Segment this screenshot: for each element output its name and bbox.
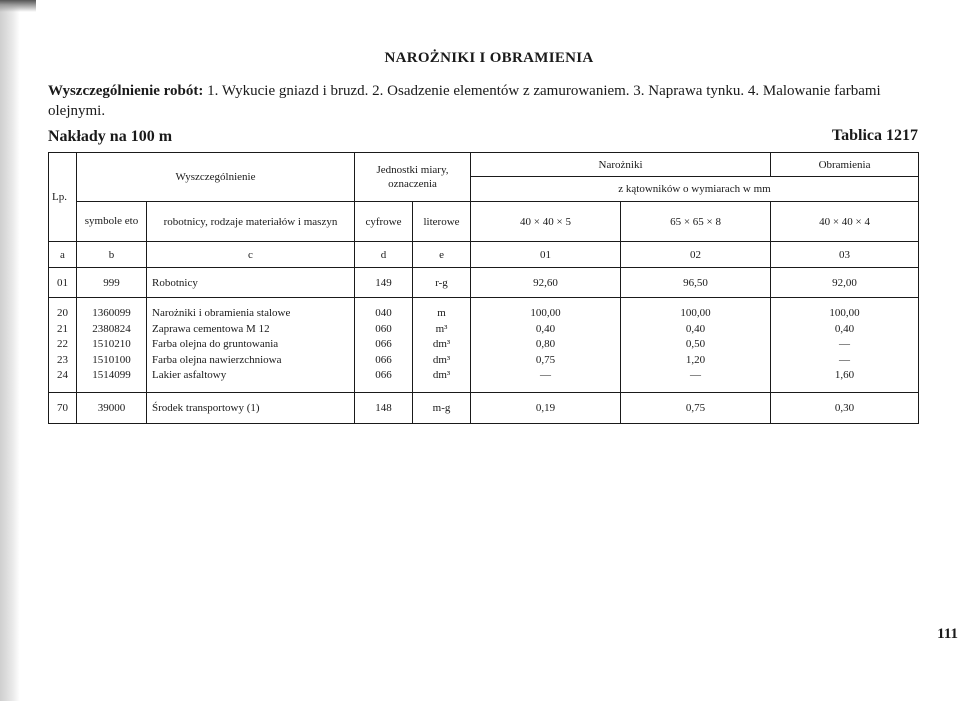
header-symbole: symbole eto bbox=[77, 202, 147, 242]
row-cyfrowe: 149 bbox=[355, 268, 413, 298]
letter-cell: b bbox=[77, 242, 147, 268]
list-item: 20 bbox=[57, 307, 68, 320]
list-item: 2380824 bbox=[92, 322, 131, 335]
list-item: 0,40 bbox=[685, 322, 706, 335]
list-item: 23 bbox=[57, 353, 68, 366]
header-obramienia: Obramienia bbox=[771, 153, 919, 177]
list-item: 100,00 bbox=[530, 307, 561, 320]
materials-lp bbox=[49, 298, 77, 393]
list-item: 100,00 bbox=[680, 307, 711, 320]
list-item: dm³ bbox=[432, 369, 451, 382]
list-item: dm³ bbox=[432, 353, 451, 366]
list-item: 066 bbox=[375, 353, 392, 366]
list-item: 24 bbox=[57, 369, 68, 382]
list-item: 1,20 bbox=[685, 353, 706, 366]
letter-cell: a bbox=[49, 242, 77, 268]
list-item: Zaprawa cementowa M 12 bbox=[152, 322, 270, 335]
materials-values-3 bbox=[771, 298, 919, 393]
list-item: m³ bbox=[435, 322, 448, 335]
list-item: — bbox=[839, 338, 851, 351]
row-name: Robotnicy bbox=[147, 268, 355, 298]
list-item: 0,50 bbox=[685, 338, 706, 351]
list-item: 1,60 bbox=[834, 369, 855, 382]
list-item: 1360099 bbox=[92, 307, 131, 320]
works-label: Wyszczególnienie robót: bbox=[48, 83, 204, 99]
header-dim-2: 65 × 65 × 8 bbox=[621, 202, 771, 242]
materials-name bbox=[147, 298, 355, 393]
list-item: 1510100 bbox=[92, 353, 131, 366]
materials-block bbox=[49, 298, 919, 393]
materials-symbol bbox=[77, 298, 147, 393]
letter-cell: 03 bbox=[771, 242, 919, 268]
list-item: 100,00 bbox=[829, 307, 860, 320]
works-description bbox=[48, 81, 920, 121]
header-literowe: literowe bbox=[413, 202, 471, 242]
row-cyfrowe: 148 bbox=[355, 393, 413, 424]
row-symbol: 999 bbox=[77, 268, 147, 298]
list-item: 1514099 bbox=[92, 369, 131, 382]
table-number: Tablica 1217 bbox=[831, 127, 918, 144]
list-item: 0,75 bbox=[535, 353, 556, 366]
list-item: m bbox=[437, 307, 446, 320]
materials-values-2 bbox=[621, 298, 771, 393]
materials-cyfrowe bbox=[355, 298, 413, 393]
page-binding-shadow bbox=[0, 0, 20, 701]
row-value: 96,50 bbox=[621, 268, 771, 298]
list-item: 0,80 bbox=[535, 338, 556, 351]
list-item: Narożniki i obramienia stalowe bbox=[152, 307, 291, 320]
row-literowe: r-g bbox=[413, 268, 471, 298]
list-item: 0,40 bbox=[535, 322, 556, 335]
row-name: Środek transportowy (1) bbox=[147, 393, 355, 424]
row-lp: 01 bbox=[49, 268, 77, 298]
list-item: — bbox=[540, 369, 552, 382]
naklady-label: Nakłady na 100 m bbox=[48, 128, 173, 145]
list-item: 040 bbox=[375, 307, 392, 320]
letter-row bbox=[49, 242, 919, 268]
list-item: — bbox=[839, 353, 851, 366]
page-title: NAROŻNIKI I OBRAMIENIA bbox=[384, 50, 594, 66]
row-value: 92,00 bbox=[771, 268, 919, 298]
header-cyfrowe: cyfrowe bbox=[355, 202, 413, 242]
list-item: Lakier asfaltowy bbox=[152, 369, 227, 382]
row-value: 0,75 bbox=[621, 393, 771, 424]
header-jednostki: Jednostki miary, oznaczenia bbox=[355, 153, 471, 202]
list-item: 1510210 bbox=[92, 338, 131, 351]
row-literowe: m-g bbox=[413, 393, 471, 424]
list-item: dm³ bbox=[432, 338, 451, 351]
list-item: 060 bbox=[375, 322, 392, 335]
letter-cell: 01 bbox=[471, 242, 621, 268]
materials-literowe bbox=[413, 298, 471, 393]
page-number: 111 bbox=[937, 626, 958, 642]
cost-table bbox=[48, 152, 919, 424]
row-value: 0,19 bbox=[471, 393, 621, 424]
header-katowniki: z kątowników o wymiarach w mm bbox=[471, 177, 919, 202]
header-robotnicy-rodzaje: robotnicy, rodzaje materiałów i maszyn bbox=[147, 202, 355, 242]
list-item: 21 bbox=[57, 322, 68, 335]
list-item: 22 bbox=[57, 338, 68, 351]
header-narozniki: Narożniki bbox=[471, 153, 771, 177]
letter-cell: e bbox=[413, 242, 471, 268]
list-item: 066 bbox=[375, 338, 392, 351]
list-item: Farba olejna do gruntowania bbox=[152, 338, 279, 351]
letter-cell: d bbox=[355, 242, 413, 268]
header-dim-1: 40 × 40 × 5 bbox=[471, 202, 621, 242]
list-item: 066 bbox=[375, 369, 392, 382]
letter-cell: c bbox=[147, 242, 355, 268]
list-item: — bbox=[690, 369, 702, 382]
row-value: 0,30 bbox=[771, 393, 919, 424]
list-item: 0,40 bbox=[834, 322, 855, 335]
list-item: Farba olejna nawierzchniowa bbox=[152, 353, 282, 366]
letter-cell: 02 bbox=[621, 242, 771, 268]
table-row bbox=[49, 268, 919, 298]
materials-values-1 bbox=[471, 298, 621, 393]
works-text: 1. Wykucie gniazd i bruzd. 2. Osadzenie elementów z zamurowaniem. 3. Naprawa tynku. 4. Malowanie farbami olejnymi. bbox=[48, 83, 881, 119]
header-lp: Lp. bbox=[49, 153, 77, 242]
row-symbol: 39000 bbox=[77, 393, 147, 424]
table-row bbox=[49, 393, 919, 424]
header-dim-3: 40 × 40 × 4 bbox=[771, 202, 919, 242]
row-value: 92,60 bbox=[471, 268, 621, 298]
header-wyszczegolnienie: Wyszczególnienie bbox=[77, 153, 355, 202]
page-corner-mark bbox=[0, 0, 36, 12]
row-lp: 70 bbox=[49, 393, 77, 424]
